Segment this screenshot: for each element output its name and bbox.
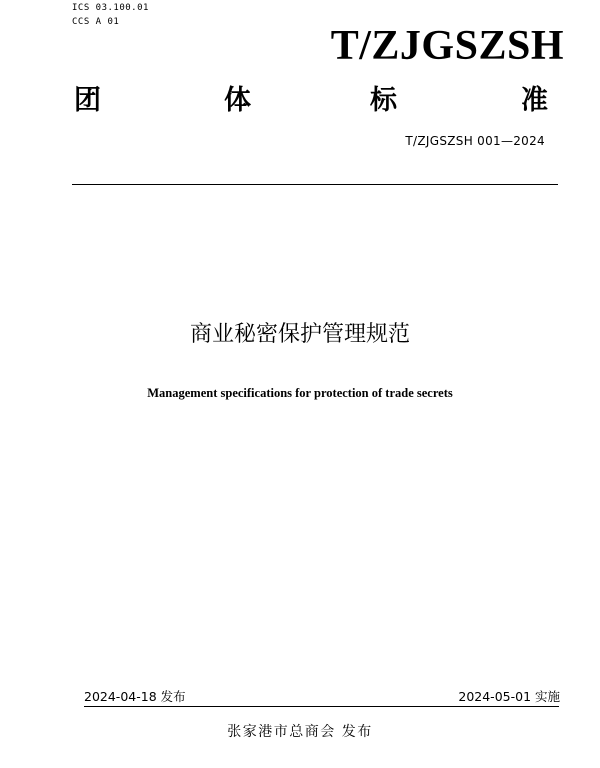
publisher: 张家港市总商会 发布: [227, 724, 373, 740]
standard-number: T/ZJGSZSH 001—2024: [405, 134, 545, 148]
standard-type-char: 团: [74, 85, 101, 116]
standard-type-char: 体: [224, 85, 251, 116]
standard-type-heading: [72, 84, 558, 118]
issue-date: 2024-04-18 发布: [84, 689, 186, 704]
document-title-english: Management specifications for protection of trade secrets: [147, 386, 453, 400]
standard-type-char: 标: [370, 85, 397, 116]
header-divider: [72, 184, 558, 185]
standard-type-char: 准: [521, 85, 548, 116]
implementation-date: 2024-05-01 实施: [458, 689, 560, 704]
standard-code-mark: T/ZJGSZSH: [330, 23, 564, 69]
footer-divider: [84, 706, 559, 707]
ccs-code: CCS A 01: [72, 17, 120, 27]
ics-code: ICS 03.100.01: [72, 3, 149, 13]
document-title-chinese: 商业秘密保护管理规范: [189, 322, 410, 347]
